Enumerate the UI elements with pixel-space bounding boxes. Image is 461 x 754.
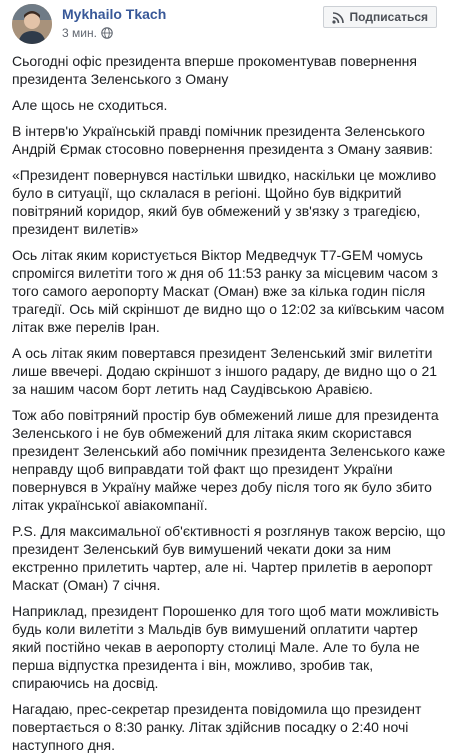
avatar[interactable]	[12, 4, 52, 44]
post-paragraph: Ось літак яким користується Віктор Медведчук T7-GEM чомусь спромігся вилетіти того ж дня об 11:53 ранку за місцевим часом з того самого аеропорту Маскат (Оман) вже за кілька годин після трагедії. Ось мій скріншот де видно що о 12:02 за київським часом літак вже перелів Іран.	[12, 247, 445, 335]
post-paragraph: Нагадаю, прес-секретар президента повідомила що президент повертається о 8:30 ранку. Літак здійснив посадку о 2:40 ночі наступного дня.	[12, 701, 422, 753]
globe-icon	[101, 27, 113, 39]
rss-icon	[332, 11, 345, 24]
post-paragraph: В інтерв'ю Українській правді помічник президента Зеленського Андрій Єрмак стосовно повернення президента з Оману заявив:	[12, 123, 433, 157]
post-paragraph: Але щось не сходиться.	[12, 97, 168, 113]
post-paragraph: P.S. Для максимальної об'єктивності я розглянув також версію, що президент Зеленський був вимушений чекати доки за ним екстренно прилетить чартер, але ні. Чартер прилетів в аеропорт Маскат (Оман) 7 січня.	[12, 523, 446, 593]
post-timestamp[interactable]: 3 мин.	[62, 26, 97, 40]
post-paragraph: А ось літак яким повертався президент Зеленський зміг вилетіти лише ввечері. Додаю скріншот з іншого радару, де видно що о 21 за нашим часом борт летить над Саудівською Аравією.	[12, 345, 438, 397]
follow-button[interactable]	[323, 6, 437, 28]
post-paragraph: Наприклад, президент Порошенко для того щоб мати можливість будь коли вилетіти з Мальдів був вимушений оплатити чартер який постійно чекав в аеропорту столиці Мале. Але то була не перша відпустка президента і він, можливо, зробив так, спираючись на досвід.	[12, 603, 439, 691]
post-paragraph: «Президент повернувся настільки швидко, наскільки це можливо було в ситуації, що склалася в регіоні. Щойно був відкритий повітряний коридор, який був обмежений у зв'язку з трагедією, президент вилетів»	[12, 167, 437, 237]
post-paragraph: Тож або повітряний простір був обмежений лише для президента Зеленського і не був обмежений для літака яким скористався президент Зеленський або помічник президента Зеленського каже неправду щоб виправдати той факт що президент України повернувся в Україну майже через добу після того як було збито літак української авіакомпанії.	[12, 407, 446, 513]
post-body	[12, 46, 449, 754]
post-header	[12, 0, 449, 46]
post-meta	[62, 26, 113, 40]
author-name-link[interactable]: Mykhailo Tkach	[62, 6, 167, 22]
follow-button-label: Подписаться	[349, 10, 428, 24]
post-paragraph: Сьогодні офіс президента вперше прокоментував повернення президента Зеленського з Оману	[12, 53, 417, 87]
